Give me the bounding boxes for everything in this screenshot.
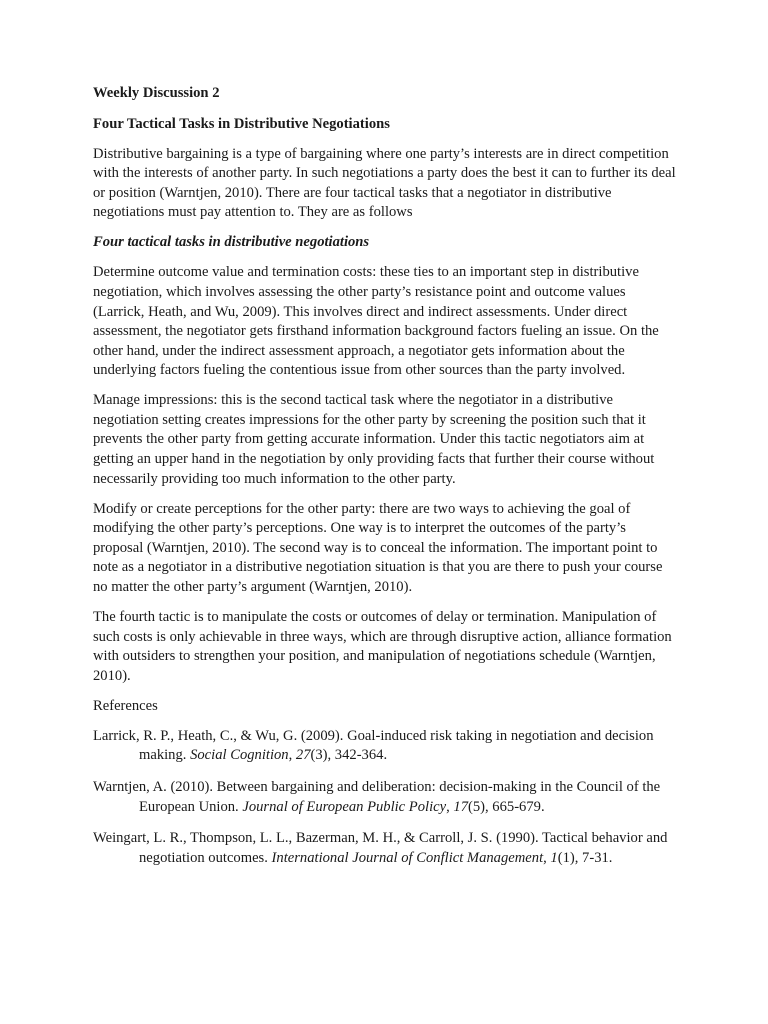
reference-pages: (5), 665-679.	[467, 798, 545, 815]
reference-journal: International Journal of Conflict Management	[271, 849, 544, 866]
reference-volume: 17	[453, 798, 468, 815]
reference-volume: 1	[550, 849, 558, 866]
reference-separator: ,	[543, 849, 551, 866]
document-title: Weekly Discussion 2	[93, 85, 220, 101]
reference-text: Larrick, R. P., Heath, C., & Wu, G. (2009). Goal-induced risk taking in negotiation and decision making.	[93, 727, 654, 764]
reference-pages: (3), 342-364.	[310, 747, 388, 764]
reference-separator: ,	[446, 798, 454, 815]
reference-volume: 27	[295, 747, 311, 764]
paragraph-manage-impressions: Manage impressions: this is the second tactical task where the negotiator in a distributive negotiation setting creates impressions for the other party by screening the position such that it prevents the other party from getting accurate information. Under this tactic negotiators aim at getting an upper hand in the negotiation by only providing facts that further their course without necessarily providing too much information to the other party.	[93, 392, 655, 487]
reference-entry	[93, 778, 678, 817]
intro-paragraph: Distributive bargaining is a type of bargaining where one party’s interests are in direct competition with the interests of another party. In such negotiations a party does the best it can to further its deal or position (Warntjen, 2010). There are four tactical tasks that a negotiator in distributive negotiations must pay attention to. They are as follows	[93, 145, 676, 221]
document-page	[93, 84, 678, 880]
paragraph-outcome-value: Determine outcome value and termination costs: these ties to an important step in distributive negotiation, which involves assessing the other party’s resistance point and outcome values (Larrick, Heath, and Wu, 2009). This involves direct and indirect assessments. Under direct assessment, the negotiator gets firsthand information background factors fueling an issue. On the other hand, under the indirect assessment approach, a negotiator gets information about the underlying factors fueling the contentious issue from other sources than the party involved.	[93, 264, 659, 379]
paragraph-manipulate-costs: The fourth tactic is to manipulate the costs or outcomes of delay or termination. Manipulation of such costs is only achievable in three ways, which are through disruptive action, alliance formation with outsiders to strengthen your position, and manipulation of negotiations schedule (Warntjen, 2010).	[93, 609, 672, 684]
references-heading: References	[93, 697, 158, 714]
paragraph-modify-perceptions: Modify or create perceptions for the other party: there are two ways to achieving the goal of modifying the other party’s perceptions. One way is to interpret the outcomes of the party’s proposal (Warntjen, 2010). The second way is to conceal the information. The important point to note as a negotiator in a distributive negotiation situation is that you are there to push your course no matter the other party’s argument (Warntjen, 2010).	[93, 500, 663, 596]
reference-entry	[93, 829, 678, 868]
section-heading: Four tactical tasks in distributive negotiations	[93, 234, 370, 251]
document-subtitle: Four Tactical Tasks in Distributive Negotiations	[93, 115, 390, 132]
reference-separator: ,	[288, 747, 296, 764]
reference-text: Warntjen, A. (2010). Between bargaining and deliberation: decision-making in the Council of the European Union.	[93, 778, 661, 815]
reference-entry	[93, 727, 678, 766]
reference-journal: Social Cognition	[190, 747, 289, 764]
reference-journal: Journal of European Public Policy	[242, 798, 447, 815]
reference-pages: (1), 7-31.	[557, 849, 613, 866]
reference-text: Weingart, L. R., Thompson, L. L., Bazerman, M. H., & Carroll, J. S. (1990). Tactical behavior and negotiation outcomes.	[93, 830, 668, 866]
